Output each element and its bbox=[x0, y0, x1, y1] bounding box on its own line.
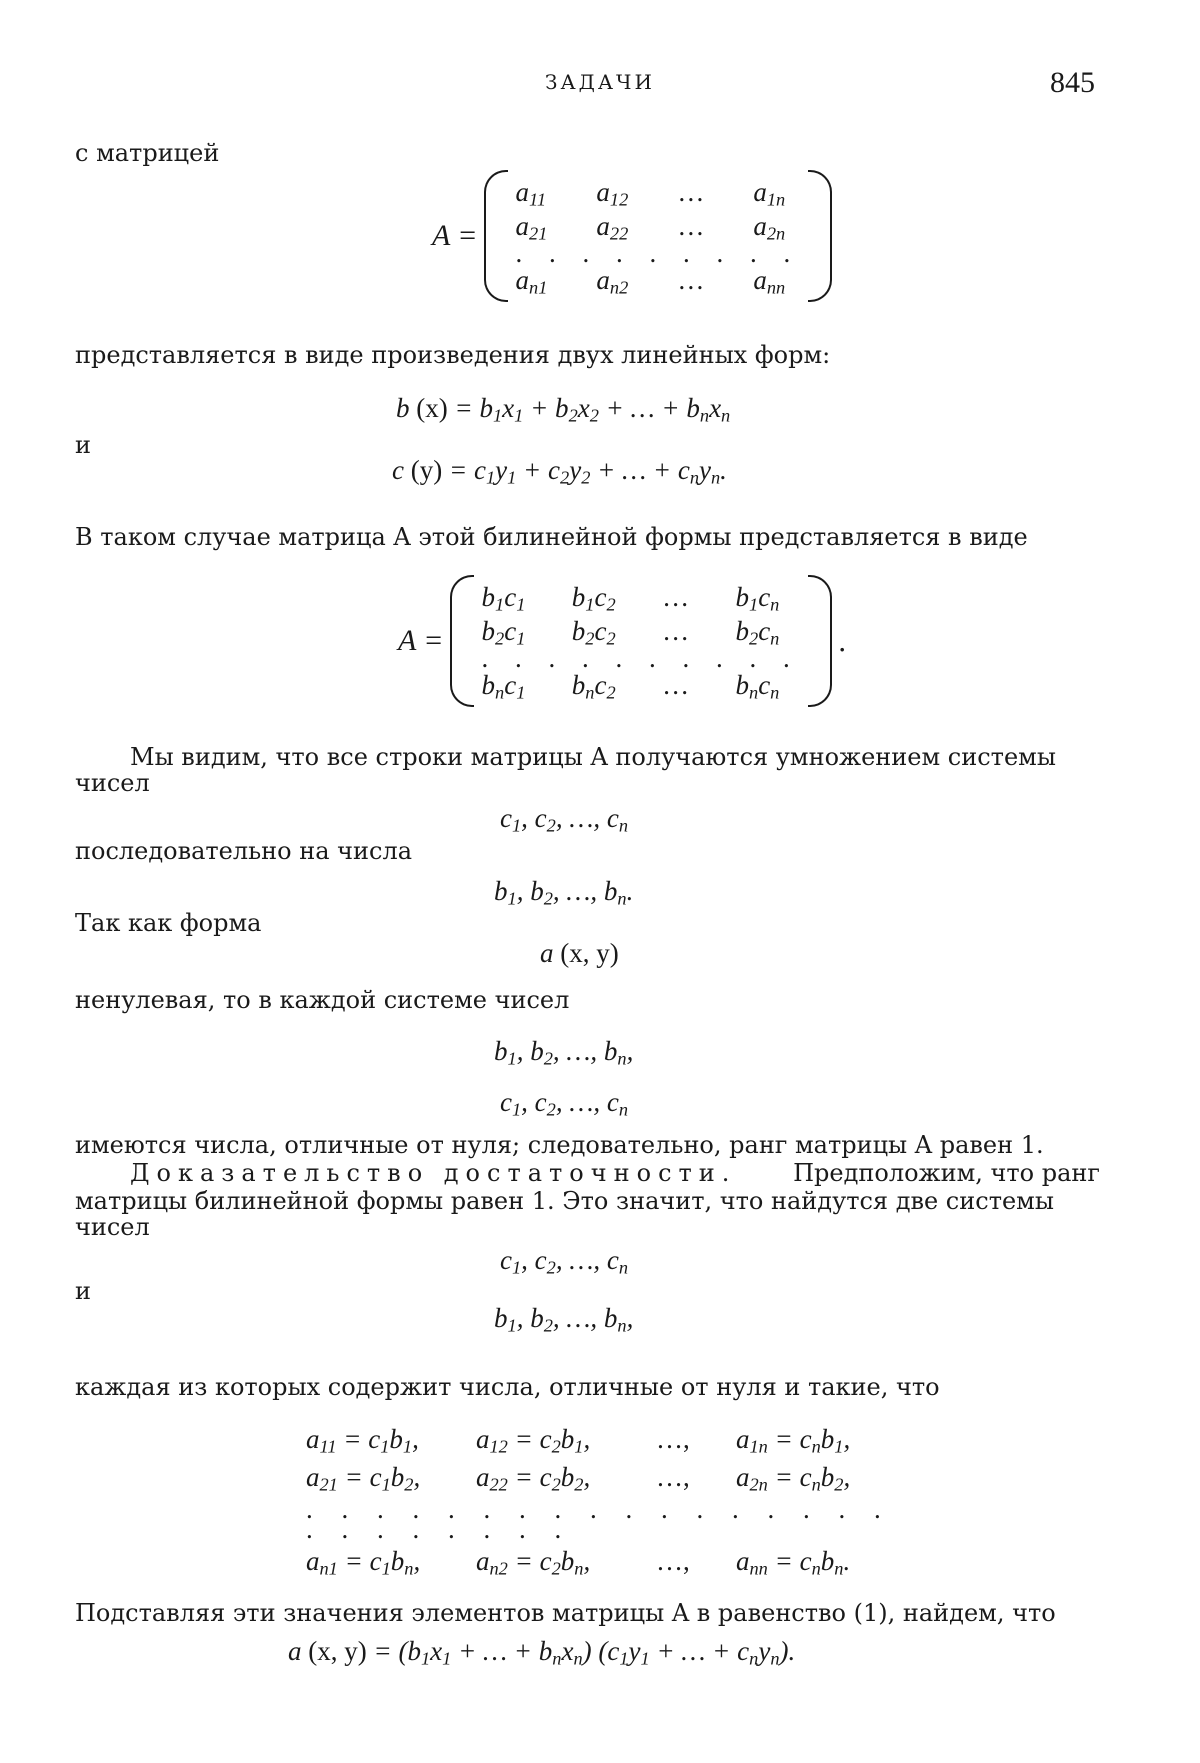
dot-row: . . . . . . . . . . . . . . . . . . . . . . . . . bbox=[306, 1494, 892, 1544]
text-and-2: и bbox=[75, 1277, 91, 1305]
text-since-form: Так как форма bbox=[75, 909, 262, 937]
text-substituting: Подставляя эти значения элементов матрицы A в равенство (1), найдем, что bbox=[75, 1599, 1056, 1627]
left-paren bbox=[484, 170, 508, 302]
period: . bbox=[837, 624, 847, 658]
matrix-cell: $a_{nn}$ bbox=[753, 265, 786, 298]
formula-b-seq3: $b_1$, $b_2$, …, $b_n$, bbox=[494, 1303, 634, 1336]
text-proof-line bbox=[130, 1158, 1100, 1188]
matrix-cell: … bbox=[662, 670, 690, 700]
matrix-a bbox=[432, 170, 832, 302]
matrix-cell: $b_2c_1$ bbox=[481, 616, 526, 649]
equation: $a_{nn} = c_nb_n$. bbox=[736, 1546, 851, 1579]
matrix-cell: $a_{n2}$ bbox=[596, 265, 629, 298]
matrix-cell: $b_2c_2$ bbox=[571, 616, 616, 649]
matrix-cell: … bbox=[677, 177, 705, 207]
matrix-cell: $b_nc_2$ bbox=[571, 670, 616, 703]
formula-c-seq2: $c_1$, $c_2$, …, $c_n$ bbox=[500, 1087, 629, 1120]
formula-b-seq: $b_1$, $b_2$, …, $b_n$. bbox=[494, 876, 634, 909]
running-header: ЗАДАЧИ bbox=[545, 70, 655, 94]
page-number: 845 bbox=[1050, 66, 1095, 99]
equation: $a_{n1} = c_1b_n$, bbox=[306, 1546, 421, 1579]
equation: …, bbox=[656, 1424, 690, 1454]
matrix-cell: $b_nc_1$ bbox=[481, 670, 526, 703]
matrix-label: A = bbox=[398, 624, 444, 657]
matrix-cell: $a_{n1}$ bbox=[515, 265, 548, 298]
text-represented: представляется в виде произведения двух линейных форм: bbox=[75, 341, 831, 369]
text-proof-3: чисел bbox=[75, 1213, 150, 1241]
matrix-cell: … bbox=[677, 265, 705, 295]
right-paren bbox=[808, 575, 832, 707]
equation: $a_{2n} = c_nb_2$, bbox=[736, 1462, 851, 1495]
matrix-cell: $a_{22}$ bbox=[596, 211, 629, 244]
dot-row: . . . . . . . . . . bbox=[481, 643, 800, 673]
equation: $a_{11} = c_1b_1$, bbox=[306, 1424, 419, 1457]
right-paren bbox=[808, 170, 832, 302]
formula-c-seq: $c_1$, $c_2$, …, $c_n$ bbox=[500, 803, 629, 836]
formula-c-form: c $(y) = c_1y_1 + c_2y_2$ + … + $c_ny_n$. bbox=[392, 455, 727, 488]
text-there-are: имеются числа, отличные от нуля; следовательно, ранг матрицы A равен 1. bbox=[75, 1131, 1044, 1159]
equation: …, bbox=[656, 1462, 690, 1492]
matrix-label: A = bbox=[432, 219, 478, 252]
matrix-cell: … bbox=[662, 616, 690, 646]
proof-rest: Предположим, что ранг bbox=[793, 1159, 1100, 1187]
matrix-cell: … bbox=[662, 582, 690, 612]
matrix-cell: $b_1c_n$ bbox=[735, 582, 780, 615]
dot-row: . . . . . . . . . bbox=[515, 238, 801, 268]
matrix-cell: $a_{21}$ bbox=[515, 211, 548, 244]
matrix-cell: $b_nc_n$ bbox=[735, 670, 780, 703]
proof-label: Доказательство достаточности. bbox=[130, 1159, 737, 1187]
matrix-bc bbox=[398, 575, 847, 707]
text-with-matrix: с матрицей bbox=[75, 139, 220, 167]
matrix-cell: … bbox=[677, 211, 705, 241]
text-and: и bbox=[75, 431, 91, 459]
formula-final: a (x, $y) = (b_1x_1$ + … + $b_nx_n$) ($c_1y_1$ + … + $c_ny_n$). bbox=[288, 1636, 796, 1669]
matrix-cell: $b_2c_n$ bbox=[735, 616, 780, 649]
text-each-of: каждая из которых содержит числа, отличные от нуля и такие, что bbox=[75, 1373, 940, 1401]
left-paren bbox=[450, 575, 474, 707]
equation: $a_{21} = c_1b_2$, bbox=[306, 1462, 421, 1495]
text-numbers: чисел bbox=[75, 769, 150, 797]
formula-b-form: b $(x) = b_1x_1 + b_2x_2$ + … + $b_nx_n$ bbox=[396, 393, 731, 426]
formula-b-seq2: $b_1$, $b_2$, …, $b_n$, bbox=[494, 1036, 634, 1069]
matrix-grid bbox=[508, 177, 809, 298]
matrix-cell: $a_{12}$ bbox=[596, 177, 629, 210]
matrix-cell: $b_1c_1$ bbox=[481, 582, 526, 615]
formula-c-seq3: $c_1$, $c_2$, …, $c_n$ bbox=[500, 1245, 629, 1278]
matrix-cell: $b_1c_2$ bbox=[571, 582, 616, 615]
text-we-see: Мы видим, что все строки матрицы A получаются умножением системы bbox=[130, 743, 1056, 771]
matrix-cell: $a_{1n}$ bbox=[753, 177, 786, 210]
equation: $a_{12} = c_2b_1$, bbox=[476, 1424, 591, 1457]
text-proof-2: матрицы билинейной формы равен 1. Это значит, что найдутся две системы bbox=[75, 1187, 1054, 1215]
equation-system bbox=[306, 1423, 906, 1577]
matrix-cell: $a_{11}$ bbox=[515, 177, 547, 210]
text-nonzero: ненулевая, то в каждой системе чисел bbox=[75, 986, 570, 1014]
formula-a-xy: a (x, y) bbox=[540, 938, 619, 968]
equation: $a_{n2} = c_2b_n$, bbox=[476, 1546, 591, 1579]
matrix-cell: $a_{2n}$ bbox=[753, 211, 786, 244]
equation: …, bbox=[656, 1546, 690, 1576]
text-sequentially: последовательно на числа bbox=[75, 837, 413, 865]
matrix-grid bbox=[474, 582, 808, 703]
equation: $a_{22} = c_2b_2$, bbox=[476, 1462, 591, 1495]
equation: $a_{1n} = c_nb_1$, bbox=[736, 1424, 851, 1457]
text-in-this-case: В таком случае матрица A этой билинейной формы представляется в виде bbox=[75, 523, 1028, 551]
